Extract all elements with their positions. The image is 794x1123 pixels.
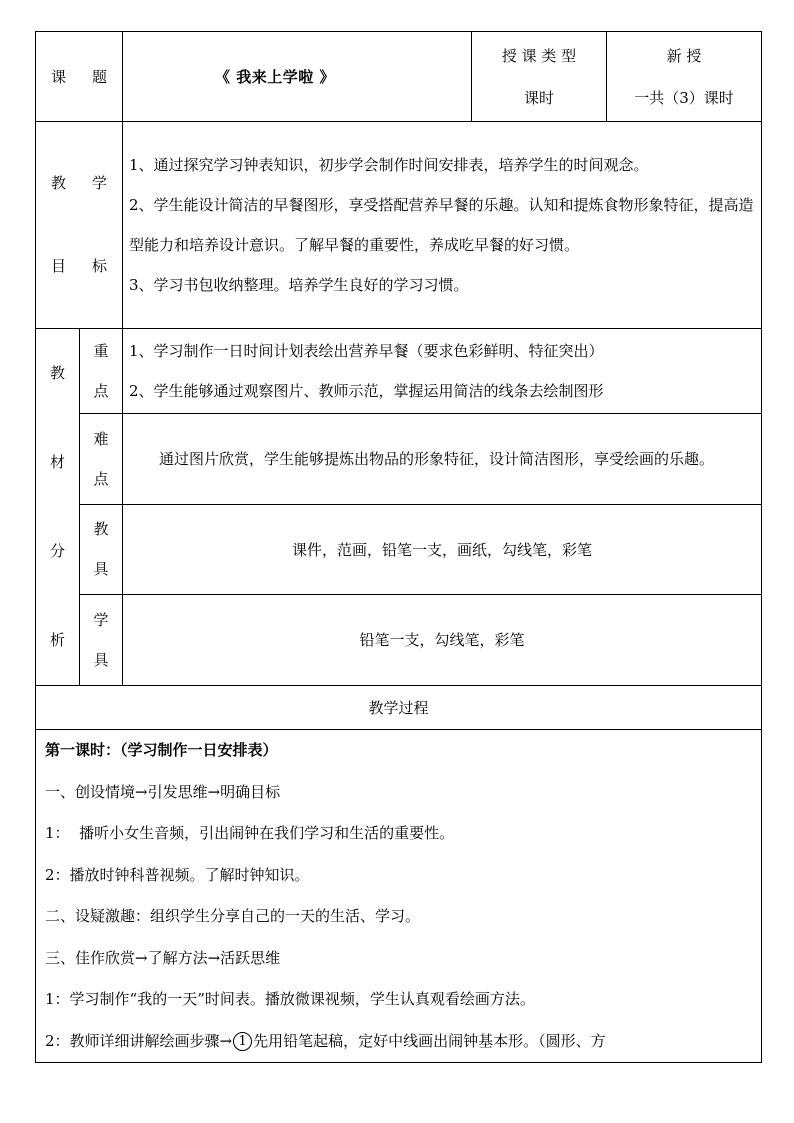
learning-tools-label: 学 具 <box>80 594 123 685</box>
key-point-item: 2、学生能够通过观察图片、教师示范，掌握运用简洁的线条去绘制图形 <box>129 381 604 400</box>
process-line: 1： 播听小女生音频，引出闹钟在我们学习和生活的重要性。 <box>45 824 455 842</box>
type-label: 授 课 类 型 <box>501 46 577 65</box>
process-line: 1：学习制作“我的一天”时间表。播放微课视频，学生认真观看绘画方法。 <box>45 990 535 1008</box>
process-line: 三、佳作欣赏→了解方法→活跃思维 <box>45 948 281 967</box>
key-points-content <box>123 329 762 414</box>
process-line: 二、设疑激趣：组织学生分享自己的一天的生活、学习。 <box>45 907 421 925</box>
objective-item: 1、通过探究学习钟表知识，初步学会制作时间安排表，培养学生的时间观念。 <box>129 156 649 174</box>
learning-tools-content: 铅笔一支，勾线笔，彩笔 <box>123 594 762 685</box>
objectives-content <box>123 122 762 329</box>
process-line: 2：播放时钟科普视频。了解时钟知识。 <box>45 865 310 884</box>
lesson-plan-table <box>35 31 762 1063</box>
type-hours-values <box>607 32 762 122</box>
difficulties-label: 难 点 <box>80 413 123 504</box>
key-points-label: 重 点 <box>80 329 123 414</box>
objective-item: 3、学习书包收纳整理。培养学生良好的学习习惯。 <box>129 276 469 294</box>
circled-number: 1 <box>233 1032 252 1051</box>
process-content <box>36 730 762 1063</box>
lesson-title: 《 我来上学啦 》 <box>123 32 472 122</box>
teaching-tools-content: 课件，范画，铅笔一支，画纸，勾线笔，彩笔 <box>123 504 762 594</box>
hours-value: 一共（3）课时 <box>634 88 734 107</box>
teaching-tools-label: 教 具 <box>80 504 123 594</box>
objectives-label: 教 学 目 标 <box>36 122 123 329</box>
lesson1-title: 第一课时：（学习制作一日安排表） <box>45 741 278 759</box>
subject-label: 课 题 <box>36 32 123 122</box>
type-hours-labels <box>472 32 607 122</box>
process-line-last: 2：教师详细讲解绘画步骤→ 1 先用铅笔起稿，定好中线画出闹钟基本形。（圆形、方 <box>45 1031 606 1050</box>
key-point-item: 1、学习制作一日时间计划表绘出营养早餐（要求色彩鲜明、特征突出） <box>129 341 604 360</box>
objective-item: 2、学生能设计简洁的早餐图形，享受搭配营养早餐的乐趣。认知和提炼食物形象特征，提高造型能力和培养设计意识。了解早餐的重要性，养成吃早餐的好习惯。 <box>129 196 754 254</box>
analysis-group-label: 教 材 分 析 <box>36 329 80 686</box>
difficulties-content <box>123 413 762 504</box>
process-line: 一、创设情境→引发思维→明确目标 <box>45 782 281 801</box>
difficulties-text: 通过图片欣赏，学生能够提炼出物品的形象特征，设计简洁图形，享受绘画的乐趣。 <box>159 449 715 468</box>
process-heading: 教学过程 <box>36 686 762 730</box>
hours-label: 课时 <box>523 88 554 107</box>
type-value: 新 授 <box>666 46 702 65</box>
